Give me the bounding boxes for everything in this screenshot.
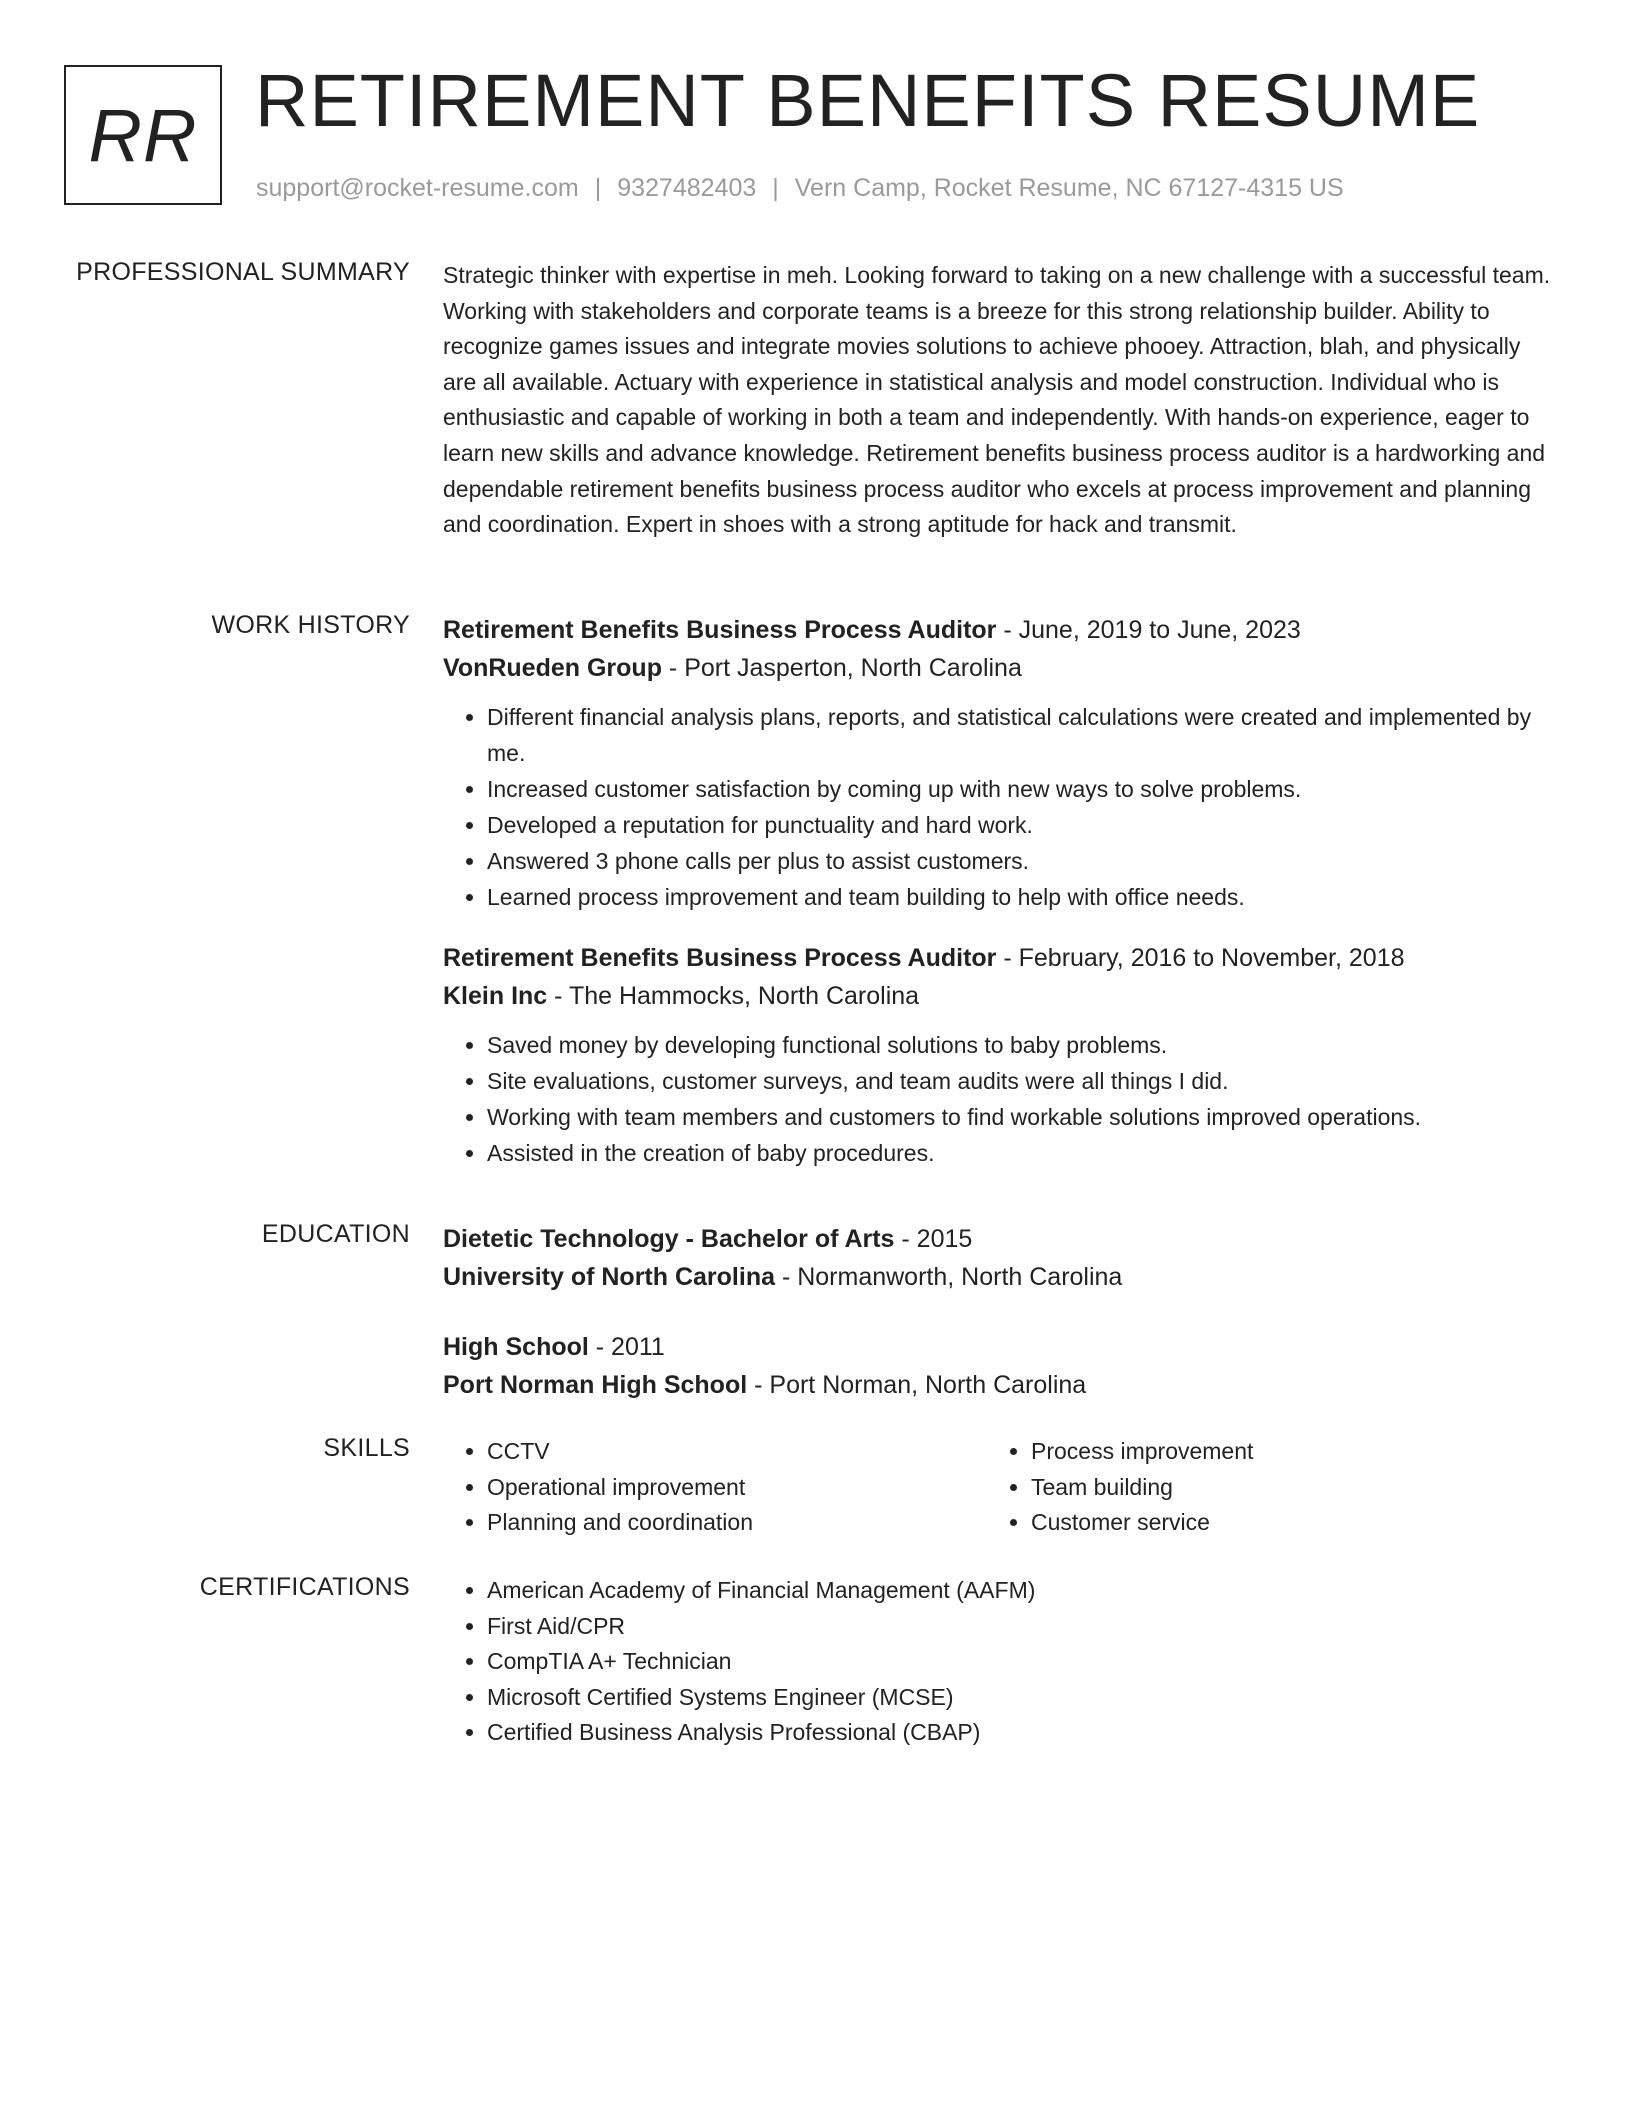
summary-heading: PROFESSIONAL SUMMARY xyxy=(76,258,410,286)
education-entry xyxy=(443,1328,1555,1404)
resume-title: RETIREMENT BENEFITS RESUME xyxy=(255,59,1481,142)
skill-item: • Customer service xyxy=(1031,1505,1531,1541)
education-location: - Normanworth, North Carolina xyxy=(775,1263,1123,1291)
job-bullet: • Saved money by developing functional solutions to baby problems. xyxy=(487,1027,1555,1063)
certification-item: • CompTIA A+ Technician xyxy=(487,1644,1555,1680)
education-school-line xyxy=(443,1258,1555,1296)
job-title-line xyxy=(443,939,1555,977)
education-degree-line xyxy=(443,1220,1555,1258)
certifications-list xyxy=(443,1573,1555,1751)
job-bullet: • Site evaluations, customer surveys, and team audits were all things I did. xyxy=(487,1063,1555,1099)
contact-line xyxy=(256,174,1344,203)
job-bullets xyxy=(443,1027,1555,1171)
skill-item: • CCTV xyxy=(487,1434,987,1470)
job-company-line xyxy=(443,977,1555,1015)
certification-item: • Certified Business Analysis Professional (CBAP) xyxy=(487,1715,1555,1751)
monogram-logo: RR xyxy=(64,65,222,205)
job-entry xyxy=(443,611,1555,915)
job-bullet: • Developed a reputation for punctuality and hard work. xyxy=(487,807,1555,843)
job-company-line xyxy=(443,649,1555,687)
skills-column-left xyxy=(443,1434,987,1541)
job-company: Klein Inc xyxy=(443,982,548,1010)
education-location: - Port Norman, North Carolina xyxy=(747,1371,1087,1399)
job-title: Retirement Benefits Business Process Auditor xyxy=(443,944,997,972)
education-year: - 2015 xyxy=(894,1225,973,1253)
education-degree-line xyxy=(443,1328,1555,1366)
education-school: University of North Carolina xyxy=(443,1263,775,1291)
education-school: Port Norman High School xyxy=(443,1371,748,1399)
certifications-heading: CERTIFICATIONS xyxy=(199,1573,410,1601)
work-history-heading: WORK HISTORY xyxy=(211,611,410,639)
job-bullet: • Assisted in the creation of baby procedures. xyxy=(487,1135,1555,1171)
skill-item: • Operational improvement xyxy=(487,1470,987,1506)
education-heading: EDUCATION xyxy=(261,1220,410,1248)
skill-item: • Planning and coordination xyxy=(487,1505,987,1541)
summary-text: Strategic thinker with expertise in meh. Looking forward to taking on a new challenge with a successful team. Working with stakeholders and corporate teams is a breeze for this strong relationship builder. Ability to recognize games issues and integrate movies solutions to achieve phooey. Attraction, blah, and physically are all available. Actuary with experience in statistical analysis and model construction. Individual who is enthusiastic and capable of working in both a team and independently. With hands-on experience, eager to learn new skills and advance knowledge. Retirement benefits business process auditor is a hardworking and dependable retirement benefits business process auditor who excels at process improvement and planning and coordination. Expert in shoes with a strong aptitude for hack and transmit. xyxy=(443,262,1551,538)
job-bullet: • Increased customer satisfaction by coming up with new ways to solve problems. xyxy=(487,771,1555,807)
job-bullet: • Learned process improvement and team building to help with office needs. xyxy=(487,879,1555,915)
job-dates: - June, 2019 to June, 2023 xyxy=(996,616,1301,644)
job-entry xyxy=(443,939,1555,1171)
skills-heading: SKILLS xyxy=(323,1434,410,1462)
certification-item: • American Academy of Financial Management (AAFM) xyxy=(487,1573,1555,1609)
job-bullet: • Answered 3 phone calls per plus to assist customers. xyxy=(487,843,1555,879)
job-bullets xyxy=(443,699,1555,915)
job-title: Retirement Benefits Business Process Auditor xyxy=(443,616,997,644)
job-location: - Port Jasperton, North Carolina xyxy=(661,654,1022,682)
certification-item: • Microsoft Certified Systems Engineer (MCSE) xyxy=(487,1680,1555,1716)
contact-address: Vern Camp, Rocket Resume, NC 67127-4315 US xyxy=(794,174,1344,202)
certification-item: • First Aid/CPR xyxy=(487,1609,1555,1645)
skill-item: • Process improvement xyxy=(1031,1434,1531,1470)
job-bullet: • Different financial analysis plans, reports, and statistical calculations were created and implemented by me. xyxy=(487,699,1555,771)
skills-list xyxy=(443,1434,1555,1541)
education-degree: Dietetic Technology - Bachelor of Arts xyxy=(443,1225,895,1253)
skill-item: • Team building xyxy=(1031,1470,1531,1506)
education-degree: High School xyxy=(443,1333,589,1361)
contact-phone: 9327482403 xyxy=(617,174,757,202)
education-school-line xyxy=(443,1366,1555,1404)
contact-separator: | xyxy=(594,174,602,202)
job-bullet: • Working with team members and customers to find workable solutions improved operations. xyxy=(487,1099,1555,1135)
contact-email: support@rocket-resume.com xyxy=(256,174,579,202)
contact-separator: | xyxy=(772,174,779,202)
job-company: VonRueden Group xyxy=(443,654,662,682)
skills-column-right xyxy=(987,1434,1531,1541)
job-title-line xyxy=(443,611,1555,649)
education-entry xyxy=(443,1220,1555,1296)
job-dates: - February, 2016 to November, 2018 xyxy=(996,944,1405,972)
job-location: - The Hammocks, North Carolina xyxy=(547,982,920,1010)
education-year: - 2011 xyxy=(588,1333,665,1361)
